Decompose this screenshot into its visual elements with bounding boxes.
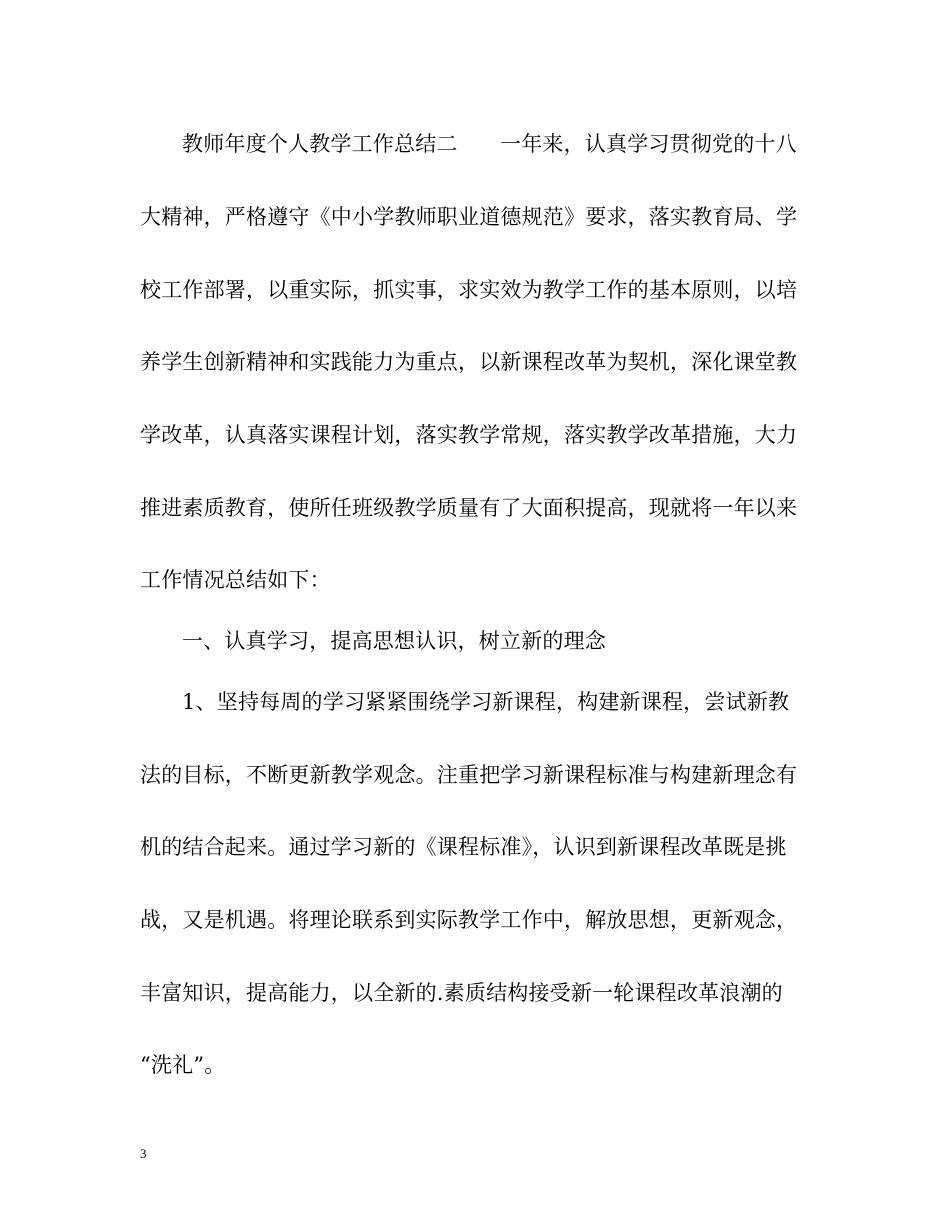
text-line: 推进素质教育，使所任班级教学质量有了大面积提高，现就将一年以来	[140, 496, 798, 520]
page-number: 3	[140, 1146, 147, 1161]
text-line: “洗礼”。	[140, 1053, 226, 1077]
text-line: 工作情况总结如下：	[140, 568, 331, 592]
text-line: 大精神，严格遵守《中小学教师职业道德规范》要求，落实教育局、学	[140, 205, 798, 229]
text-line: 教师年度个人教学工作总结二 一年来，认真学习贯彻党的十八	[182, 132, 797, 156]
section-heading: 一、认真学习，提高思想认识，树立新的理念	[182, 629, 606, 653]
text-line: 法的目标，不断更新教学观念。注重把学习新课程标准与构建新理念有	[140, 763, 798, 787]
text-line: 学改革，认真落实课程计划，落实教学常规，落实教学改革措施，大力	[140, 423, 798, 447]
text-line: 战，又是机遇。将理论联系到实际教学工作中，解放思想，更新观念，	[140, 908, 798, 932]
text-line: 机的结合起来。通过学习新的《课程标准》，认识到新课程改革既是挑	[140, 835, 787, 859]
text-line: 丰富知识，提高能力，以全新的.素质结构接受新一轮课程改革浪潮的	[140, 981, 783, 1005]
text-line: 校工作部署，以重实际，抓实事，求实效为教学工作的基本原则，以培	[140, 278, 798, 302]
text-line: 1、坚持每周的学习紧紧围绕学习新课程，构建新课程，尝试新教	[182, 690, 790, 714]
text-line: 养学生创新精神和实践能力为重点，以新课程改革为契机，深化课堂教	[140, 350, 798, 374]
